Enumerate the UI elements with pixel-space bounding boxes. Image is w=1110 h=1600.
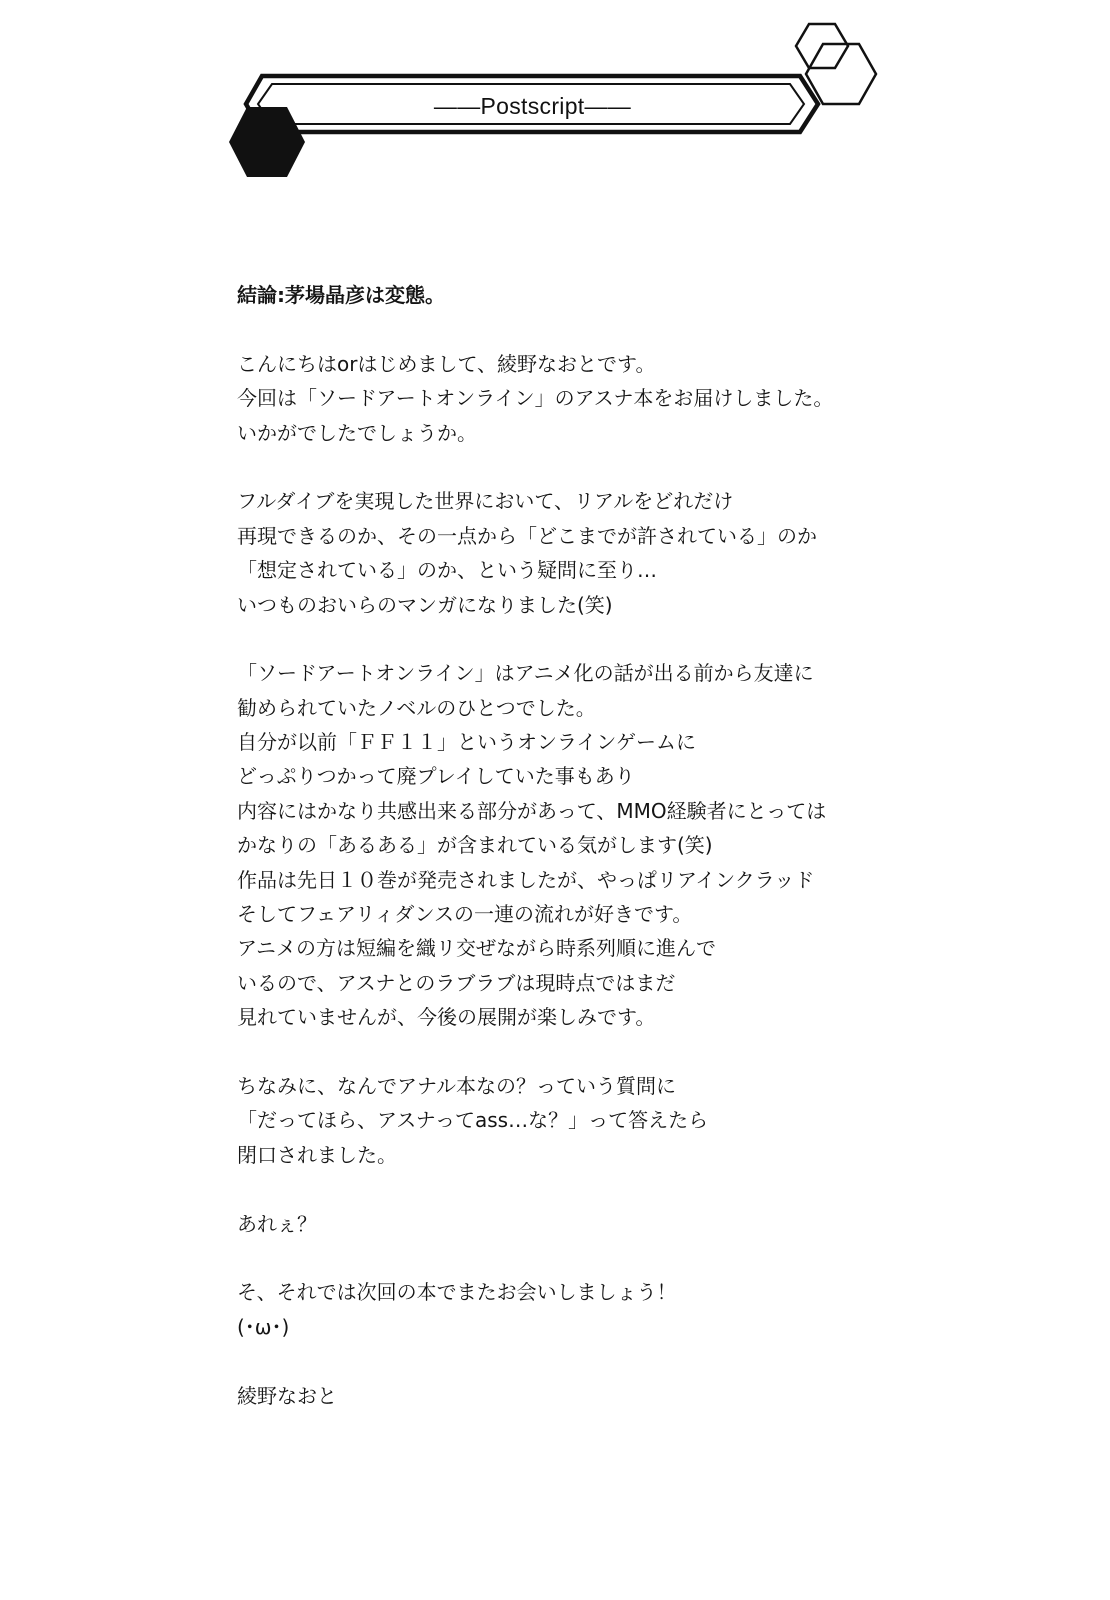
paragraph-gap xyxy=(237,1344,1097,1378)
paragraph-gap xyxy=(237,1035,1097,1069)
body-text-line: 今回は「ソードアートオンライン」のアスナ本をお届けしました。 xyxy=(237,386,834,411)
body-text-line: いかがでしたでしょうか。 xyxy=(237,420,477,445)
postscript-body xyxy=(237,278,1097,1413)
body-text-line: 再現できるのか、その一点から「どこまでが許されている」のか xyxy=(237,523,817,548)
body-text-line: こんにちはorはじめまして、綾野なおとです。 xyxy=(237,351,656,376)
body-text-line: 綾野なおと xyxy=(237,1383,337,1408)
body-text-line: あれぇ？ xyxy=(237,1211,317,1236)
paragraph-gap xyxy=(237,1172,1097,1206)
body-text-line: 閉口されました。 xyxy=(237,1142,397,1167)
paragraph-gap xyxy=(237,622,1097,656)
body-text-line: 自分が以前「ＦＦ１１」というオンラインゲームに xyxy=(237,730,696,755)
body-text-line: いるので、アスナとのラブラブは現時点ではまだ xyxy=(237,970,676,995)
body-text-line: アニメの方は短編を織リ交ぜながら時系列順に進んで xyxy=(237,936,716,961)
body-text-line: 結論:茅場晶彦は変態。 xyxy=(237,283,445,307)
paragraph-gap xyxy=(237,1241,1097,1275)
paragraph-gap xyxy=(237,450,1097,484)
body-text-line: 作品は先日１０巻が発売されましたが、やっぱリアインクラッド xyxy=(237,867,815,892)
body-text-line: 見れていませんが、今後の展開が楽しみです。 xyxy=(237,1005,656,1030)
body-text-line: そしてフェアリィダンスの一連の流れが好きです。 xyxy=(237,902,693,927)
body-text-line: ちなみに、なんでアナル本なの？っていう質問に xyxy=(237,1073,676,1098)
body-text-line: 「ソードアートオンライン」はアニメ化の話が出る前から友達に xyxy=(237,661,814,686)
body-text-line: そ、それでは次回の本でまたお会いしましょう！ xyxy=(237,1280,677,1305)
body-text-line: かなりの「あるある」が含まれている気がします(笑) xyxy=(237,833,713,858)
postscript-title: ——Postscript—— xyxy=(433,93,632,119)
body-text-line: 勧められていたノベルのひとつでした。 xyxy=(237,695,596,720)
body-text-line: 内容にはかなり共感出来る部分があって、MMO経験者にとっては xyxy=(237,798,827,823)
paragraph-gap xyxy=(237,312,1097,346)
body-text-line: いつものおいらのマンガになりました(笑) xyxy=(237,592,613,617)
filled-hexagon-ornament xyxy=(229,107,305,177)
body-text-line: 「だってほら、アスナってass…な？」って答えたら xyxy=(237,1108,709,1133)
body-text-line: (･ω･) xyxy=(237,1314,290,1339)
body-text-line: フルダイブを実現した世界において、リアルをどれだけ xyxy=(237,489,734,514)
body-text-line: 「想定されている」のか、という疑問に至り… xyxy=(237,558,657,583)
body-text-line: どっぷりつかって廃プレイしていた事もあり xyxy=(237,764,635,789)
